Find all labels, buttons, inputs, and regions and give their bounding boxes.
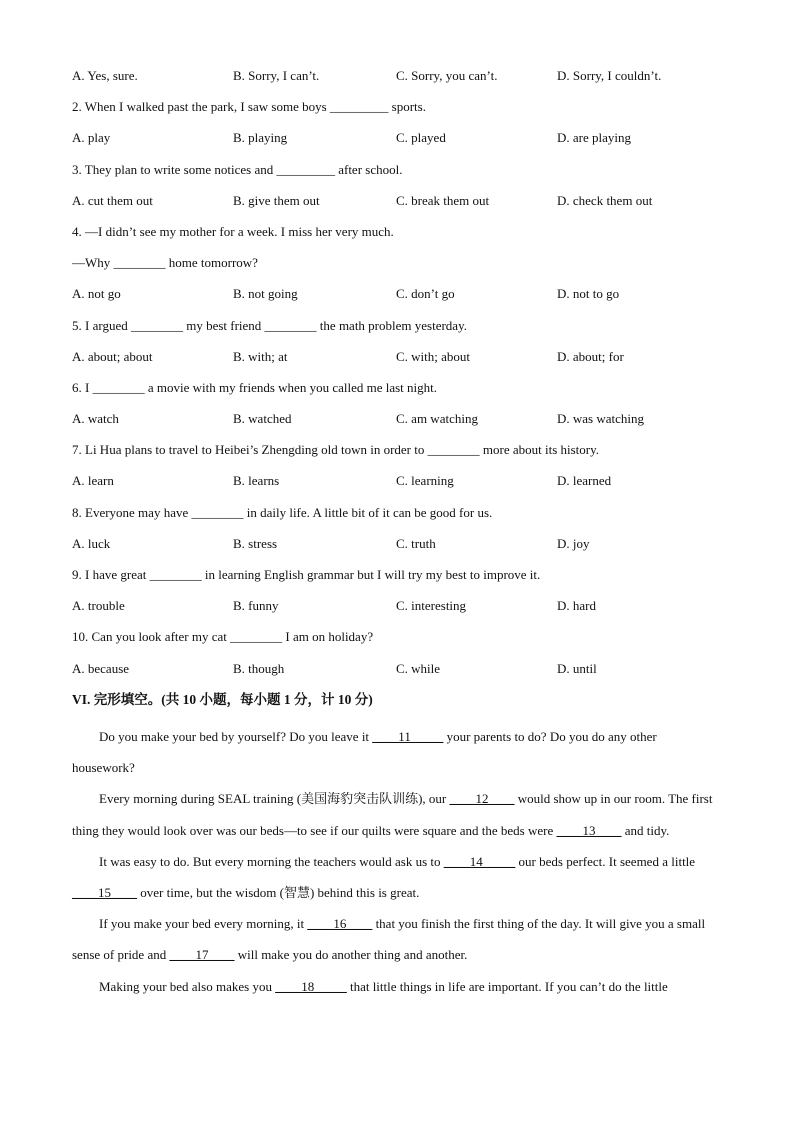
option-b: B. stress xyxy=(233,535,278,551)
passage-paragraph xyxy=(72,908,722,970)
passage-text: our beds perfect. It seemed a little xyxy=(515,853,696,869)
blank-15: ____15____ xyxy=(72,884,137,900)
option-d: D. about; for xyxy=(557,348,624,364)
option-c: C. while xyxy=(396,660,441,676)
option-c: C. don’t go xyxy=(396,286,455,302)
passage-paragraph xyxy=(72,783,722,845)
option-b: B. Sorry, I can’t. xyxy=(233,68,320,83)
option-c: C. break them out xyxy=(396,192,490,208)
passage-text: your parents to do? Do you do any other housework? xyxy=(72,728,657,776)
passage-paragraph xyxy=(72,846,722,908)
option-a: A. learn xyxy=(72,473,114,489)
option-d: D. hard xyxy=(557,598,596,614)
passage-text: that little things in life are important. If you can’t do the little xyxy=(346,978,668,994)
passage-text: over time, but the wisdom (智慧) behind this is great. xyxy=(137,884,420,900)
q9-options xyxy=(72,596,722,627)
q5-stem: 5. I argued ________ my best friend ________ the math problem yesterday. xyxy=(72,317,467,333)
q2-options xyxy=(72,128,722,159)
option-c: C. truth xyxy=(396,535,436,551)
exam-page xyxy=(72,66,722,1002)
passage-text: Every morning during SEAL training (美国海豹突击队训练), our xyxy=(99,791,450,807)
option-a: A. watch xyxy=(72,411,119,427)
blank-16: ____16____ xyxy=(307,916,373,932)
passage-paragraph xyxy=(72,971,722,1002)
q8-options xyxy=(72,534,722,565)
q8-stem: 8. Everyone may have ________ in daily life. A little bit of it can be good for us. xyxy=(72,504,493,520)
q6-stem: 6. I ________ a movie with my friends when you called me last night. xyxy=(72,379,438,395)
q2-stem: 2. When I walked past the park, I saw some boys _________ sports. xyxy=(72,99,426,115)
option-d: D. until xyxy=(557,660,597,676)
option-b: B. though xyxy=(233,660,285,676)
option-c: C. am watching xyxy=(396,411,478,427)
blank-14: ____14_____ xyxy=(443,853,516,869)
option-d: D. Sorry, I couldn’t. xyxy=(557,68,662,83)
option-b: B. learns xyxy=(233,473,280,489)
q5-options xyxy=(72,347,722,378)
blank-17: ____17____ xyxy=(169,947,235,963)
passage-text: that you finish the first thing of the day. It will give you a small sense of pride and xyxy=(72,916,706,963)
passage-text: and tidy. xyxy=(621,822,670,838)
option-a: A. luck xyxy=(72,535,111,551)
option-b: B. not going xyxy=(233,286,298,302)
option-c: C. learning xyxy=(396,473,454,489)
q6-options xyxy=(72,409,722,440)
option-a: A. Yes, sure. xyxy=(72,68,138,83)
passage-text: will make you do another thing and another. xyxy=(234,947,468,963)
q4-options xyxy=(72,284,722,315)
q3-options xyxy=(72,191,722,222)
q10-stem: 10. Can you look after my cat ________ I am on holiday? xyxy=(72,629,374,645)
blank-12: ____12____ xyxy=(449,791,515,807)
option-d: D. check them out xyxy=(557,192,653,208)
passage-text: would show up in our room. The first thing they would look over was our beds—to see if our quilts were square and the beds were xyxy=(72,791,713,838)
option-a: A. trouble xyxy=(72,598,125,614)
q7-stem: 7. Li Hua plans to travel to Heibei’s Zhengding old town in order to ________ more about its history. xyxy=(72,442,600,458)
option-b: B. give them out xyxy=(233,192,320,208)
passage-text: Making your bed also makes you xyxy=(99,978,276,994)
option-a: A. because xyxy=(72,660,130,676)
q1-options xyxy=(72,66,722,97)
option-c: C. interesting xyxy=(396,598,467,614)
q4-stem: 4. —I didn’t see my mother for a week. I miss her very much. xyxy=(72,223,394,239)
blank-18: ____18_____ xyxy=(275,978,347,994)
q10-options xyxy=(72,659,722,690)
option-a: A. about; about xyxy=(72,348,153,364)
option-a: A. cut them out xyxy=(72,192,153,208)
passage-text: If you make your bed every morning, it xyxy=(99,916,308,932)
q9-stem: 9. I have great ________ in learning English grammar but I will try my best to improve it. xyxy=(72,567,541,582)
blank-13: ____13____ xyxy=(556,822,622,838)
option-d: D. not to go xyxy=(557,286,620,302)
q7-options xyxy=(72,471,722,502)
option-b: B. playing xyxy=(233,130,288,146)
q3-stem: 3. They plan to write some notices and _________ after school. xyxy=(72,161,403,177)
option-d: D. learned xyxy=(557,473,612,489)
blank-11: ____11_____ xyxy=(372,728,444,744)
passage-text: Do you make your bed by yourself? Do you leave it xyxy=(99,728,373,744)
option-d: D. was watching xyxy=(557,411,645,427)
passage-text: It was easy to do. But every morning the teachers would ask us to xyxy=(99,853,444,869)
section-title: VI. 完形填空。(共 10 小题，每小题 1 分，计 10 分) xyxy=(72,691,373,707)
q4-stem-reply: —Why ________ home tomorrow? xyxy=(72,255,258,271)
option-d: D. are playing xyxy=(557,130,632,146)
option-b: B. watched xyxy=(233,411,292,427)
option-b: B. funny xyxy=(233,598,279,614)
passage-paragraph xyxy=(72,721,722,783)
option-a: A. not go xyxy=(72,286,121,302)
option-c: C. Sorry, you can’t. xyxy=(396,68,498,83)
option-d: D. joy xyxy=(557,535,590,551)
option-a: A. play xyxy=(72,130,111,146)
option-c: C. with; about xyxy=(396,348,471,364)
option-c: C. played xyxy=(396,130,446,146)
option-b: B. with; at xyxy=(233,348,288,364)
